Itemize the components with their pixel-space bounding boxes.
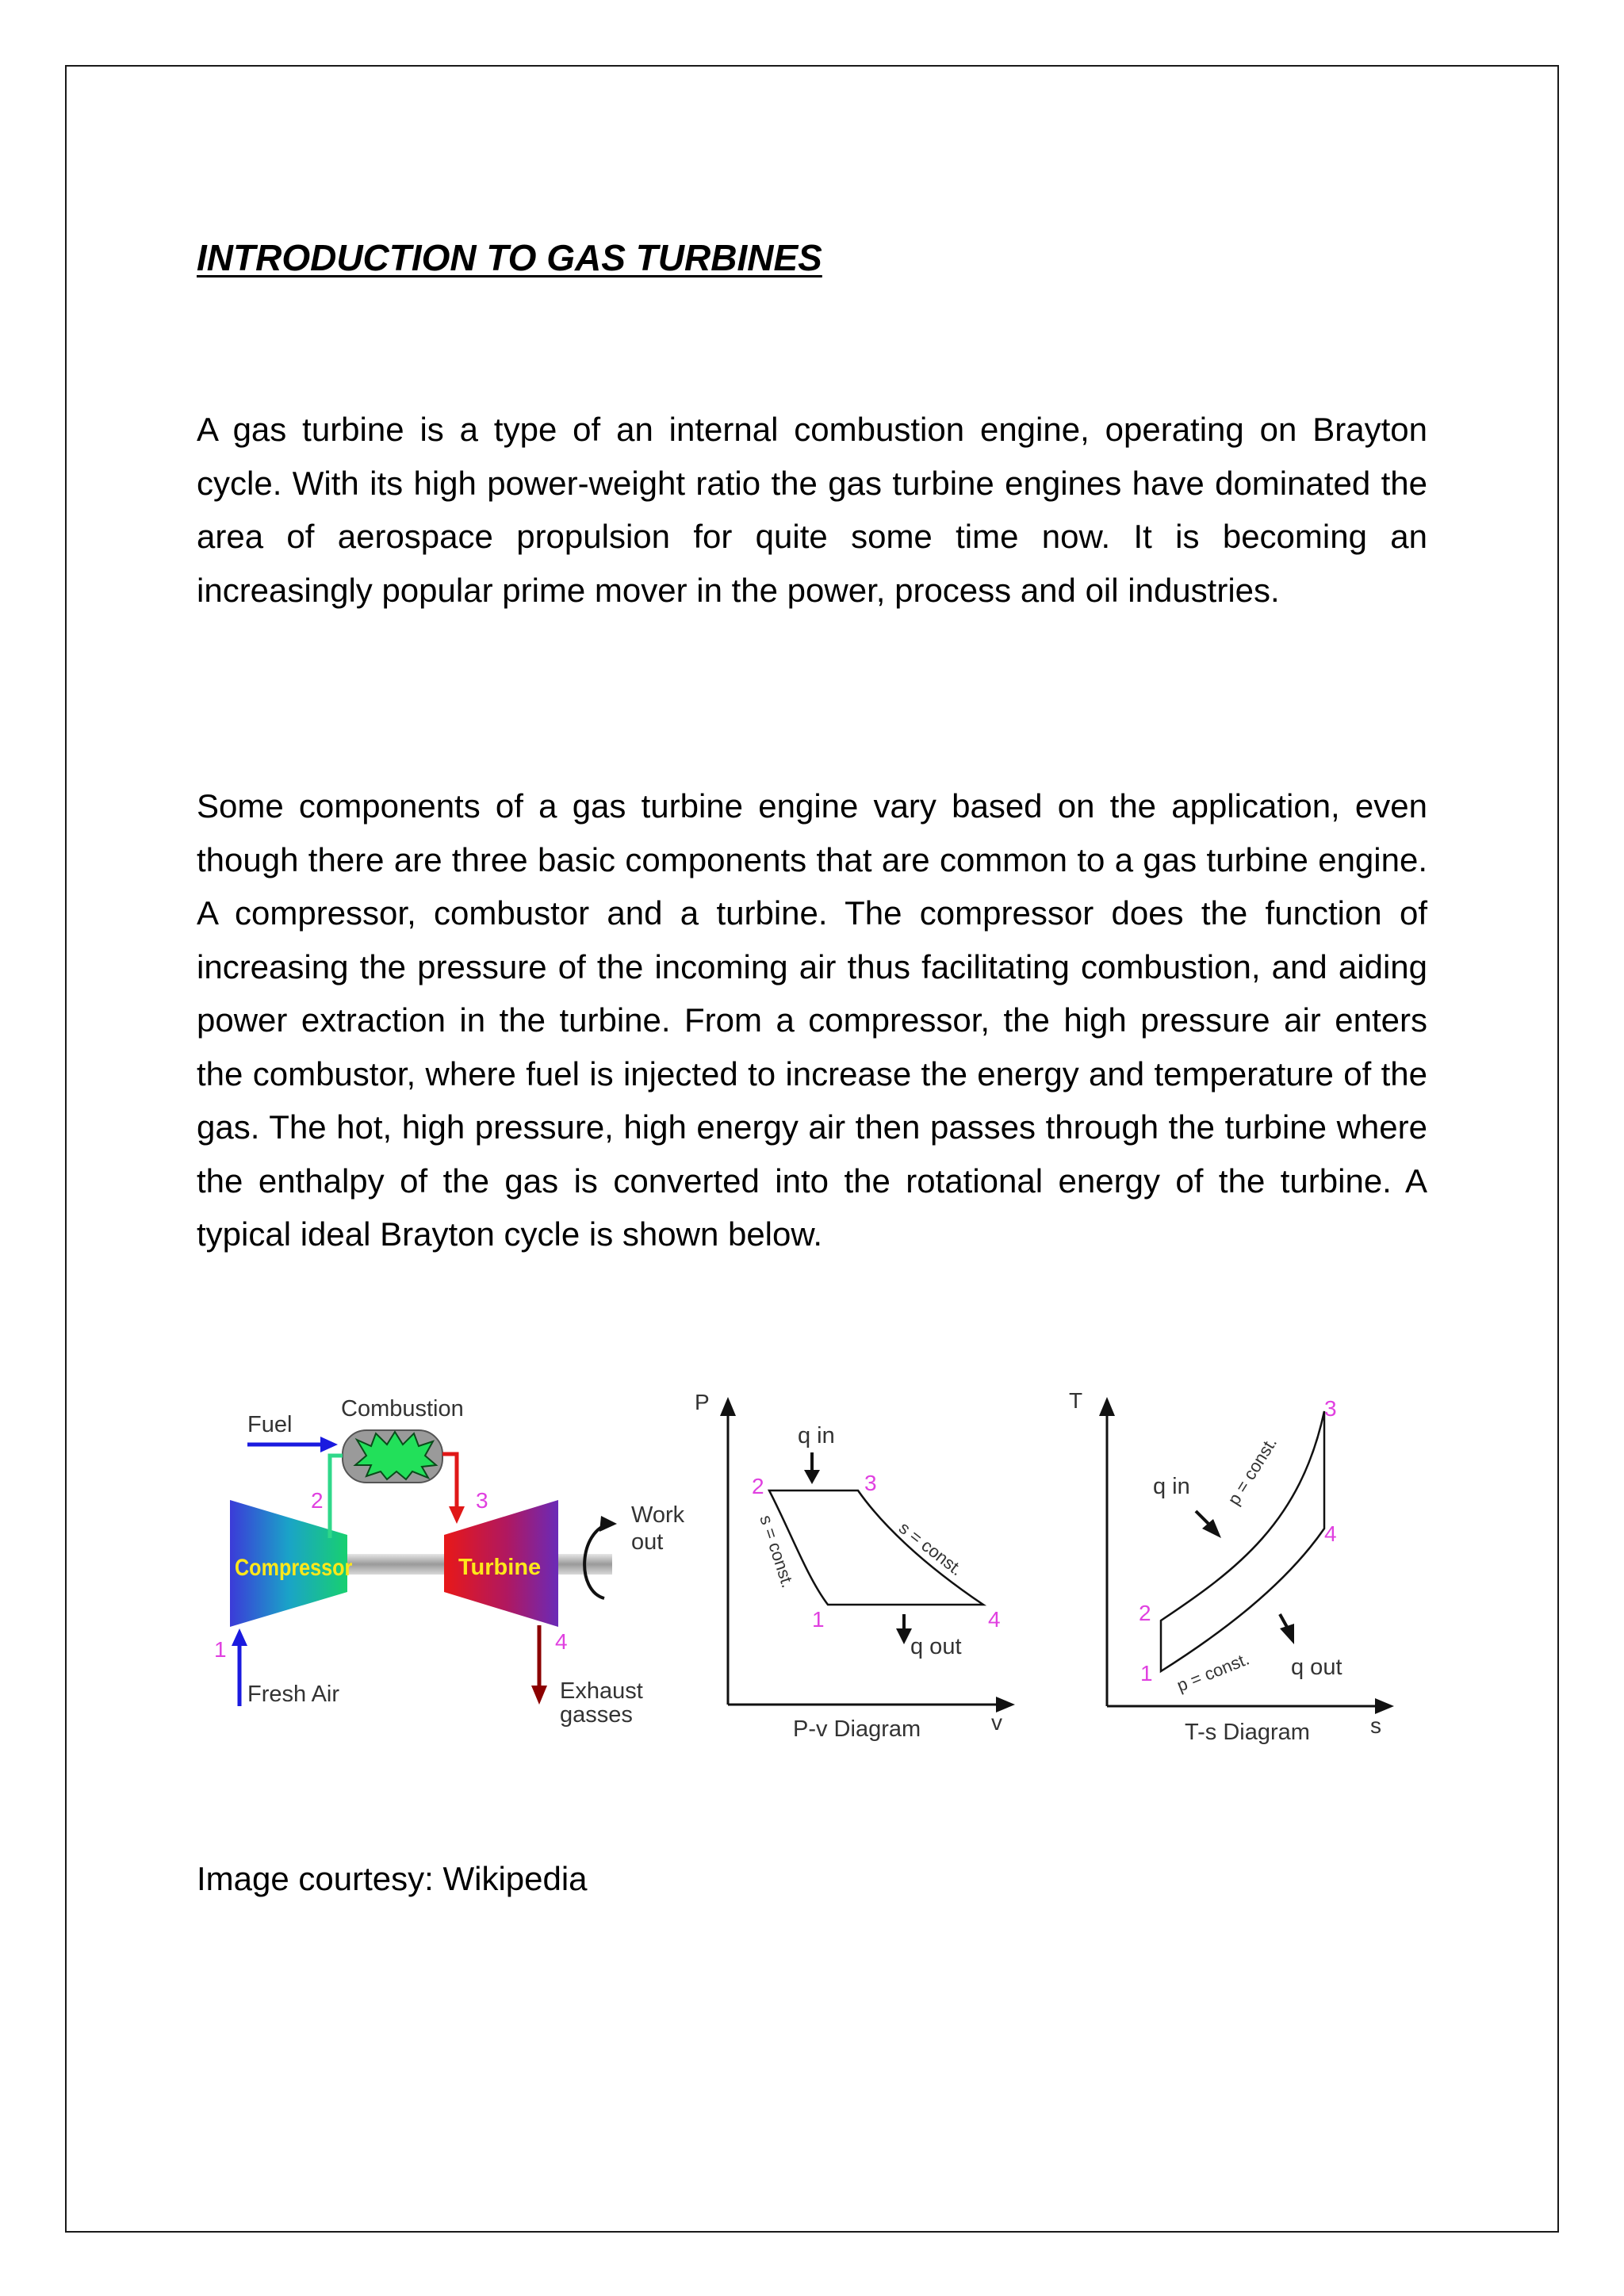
pv-s-const-left: s = const. bbox=[756, 1512, 799, 1590]
image-courtesy: Image courtesy: Wikipedia bbox=[197, 1860, 588, 1897]
state-4-label: 4 bbox=[555, 1629, 568, 1654]
intro-paragraph: A gas turbine is a type of an internal combustion engine, operating on Brayton cycle. With its high power-weight ratio the gas turbine engines have dominated the area of aerospace propulsion for quite some time now. It is becoming an increasingly popular prime mover in the power, process and oil industries. bbox=[197, 411, 1427, 609]
ts-q-in-arrow bbox=[1196, 1511, 1210, 1525]
fresh-air-label: Fresh Air bbox=[247, 1682, 340, 1707]
pv-s-const-right: s = const. bbox=[894, 1517, 967, 1580]
work-out-label-1: Work bbox=[631, 1502, 685, 1528]
pv-y-axis-arrow bbox=[720, 1397, 736, 1416]
combustor-to-turbine-arrow-head bbox=[449, 1506, 465, 1524]
pv-caption: P-v Diagram bbox=[793, 1716, 921, 1742]
components-paragraph: Some components of a gas turbine engine vary based on the application, even though there are three basic components that are common to a gas turbine engine. A compressor, combustor and a turbine. The compressor does the function of increasing the pressure of the incoming air thus facilitating combustion, and aiding power extraction in the turbine. From a compressor, the high pressure air enters the combustor, where fuel is injected to increase the energy and temperature of the gas. The hot, high pressure, high energy air then passes through the turbine where the enthalpy of the gas is converted into the rotational energy of the turbine. A typical ideal Brayton cycle is shown below. bbox=[197, 787, 1427, 1253]
pv-cycle-curve bbox=[769, 1490, 983, 1605]
ts-y-axis-arrow bbox=[1099, 1397, 1115, 1416]
ts-y-axis-label: T bbox=[1069, 1388, 1083, 1413]
pv-point-3: 3 bbox=[864, 1471, 877, 1495]
ts-p-const-lower: p = const. bbox=[1174, 1648, 1252, 1696]
pv-q-out-arrow-head bbox=[896, 1628, 912, 1644]
exhaust-arrow-head bbox=[531, 1686, 547, 1705]
compressor-to-combustor-line bbox=[330, 1456, 343, 1538]
ts-point-2: 2 bbox=[1139, 1601, 1151, 1625]
compressor-label: Compressor bbox=[234, 1553, 353, 1581]
combustion-label: Combustion bbox=[341, 1396, 464, 1422]
work-out-label-2: out bbox=[631, 1529, 664, 1555]
pv-q-out-label: q out bbox=[910, 1634, 962, 1659]
ts-x-axis-arrow bbox=[1375, 1698, 1394, 1714]
exhaust-label-1: Exhaust bbox=[560, 1678, 643, 1704]
ts-q-out-label: q out bbox=[1291, 1655, 1342, 1680]
fuel-arrow-head bbox=[320, 1437, 338, 1452]
exhaust-label-2: gasses bbox=[560, 1702, 633, 1728]
turbine-label: Turbine bbox=[458, 1555, 542, 1580]
combustor-to-turbine-line bbox=[442, 1454, 457, 1511]
fuel-label: Fuel bbox=[247, 1412, 293, 1437]
ts-x-axis-label: s bbox=[1370, 1713, 1381, 1738]
pv-diagram bbox=[695, 1390, 1015, 1742]
ts-q-in-label: q in bbox=[1153, 1474, 1190, 1499]
ts-point-4: 4 bbox=[1324, 1521, 1337, 1546]
pv-point-1: 1 bbox=[812, 1607, 825, 1632]
work-out-arrow-head bbox=[599, 1516, 617, 1532]
state-3-label: 3 bbox=[476, 1488, 488, 1513]
pv-x-axis-label: v bbox=[991, 1710, 1002, 1735]
pv-y-axis-label: P bbox=[695, 1390, 710, 1414]
ts-q-out-arrow-head bbox=[1280, 1624, 1294, 1644]
pv-q-in-arrow-head bbox=[804, 1470, 820, 1484]
fresh-air-arrow-head bbox=[232, 1628, 247, 1646]
pv-point-4: 4 bbox=[988, 1607, 1001, 1632]
pv-point-2: 2 bbox=[752, 1474, 764, 1498]
engine-schematic bbox=[214, 1396, 685, 1728]
ts-cycle-curve bbox=[1161, 1411, 1324, 1671]
ts-diagram bbox=[1069, 1388, 1394, 1745]
ts-caption: T-s Diagram bbox=[1185, 1720, 1310, 1745]
ts-p-const-upper: p = const. bbox=[1224, 1433, 1281, 1509]
ts-point-3: 3 bbox=[1324, 1396, 1337, 1421]
state-2-label: 2 bbox=[311, 1488, 324, 1513]
pv-q-in-label: q in bbox=[798, 1423, 835, 1448]
ts-point-1: 1 bbox=[1140, 1661, 1153, 1686]
page-title: INTRODUCTION TO GAS TURBINES bbox=[197, 237, 822, 278]
state-1-label: 1 bbox=[214, 1637, 227, 1662]
